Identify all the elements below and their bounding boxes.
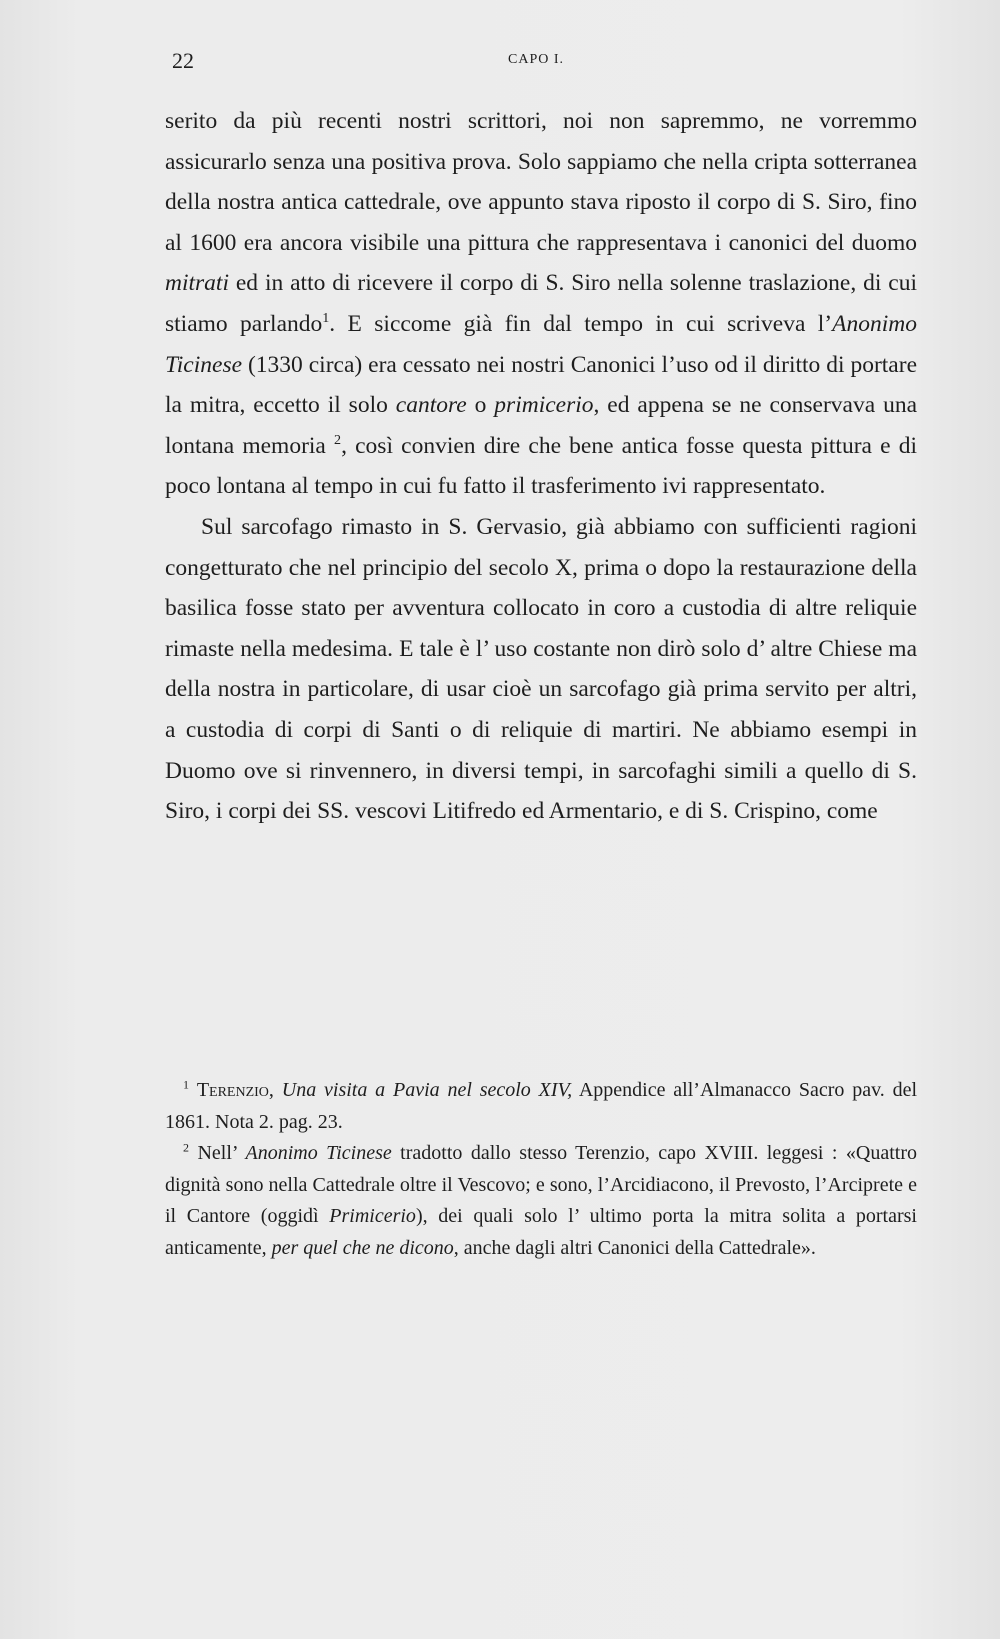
- paragraph-2: Sul sarcofago rimasto in S. Gervasio, già abbiamo con sufficienti ragioni congetturato che nel principio del secolo X, prima o dopo la restaurazione della basilica fosse stato per avventura collocato in coro a custodia di altre reliquie rimaste nella medesima. E tale è l’ uso costante non dirò solo d’ altre Chiese ma della nostra in particolare, di usar cioè un sarcofago già prima servito per altri, a custodia di corpi di Santi o di reliquie di martiri. Ne abbiamo esempi in Duomo ove si rinvennero, in diversi tempi, in sarcofaghi simili a quello di S. Siro, i corpi dei SS. vescovi Litifredo ed Armentario, e di S. Crispino, come: [165, 513, 917, 825]
- body-text: [165, 101, 917, 832]
- footnote-mark: 1: [183, 1077, 189, 1092]
- emphasis: per quel che ne dicono: [271, 1236, 454, 1259]
- emphasis: cantore: [395, 392, 467, 419]
- footnotes: [165, 1075, 917, 1264]
- paragraph-1: serito da più recenti nostri scrittori, noi non sapremmo, ne vorremmo assicurarlo senza una positiva prova. Solo sappiamo che nella cripta sotterranea della nostra antica cattedrale, ove appunto stava riposto il corpo di S. Siro, fino al 1600 era ancora visibile una pittura che rappresentava i canonici del duomo mitrati ed in atto di ricevere il corpo di S. Siro nella solenne traslazione, di cui stiamo parlando$^1$. E siccome già fin dal tempo in cui scriveva l’Anonimo Ticinese (1330 circa) era cessato nei nostri Canonici l’uso od il diritto di portare la mitra, eccetto il solo cantore o primicerio, ed appena se ne conservava una lontana memoria $^2$, così convien dire che bene antica fosse questa pittura e di poco lontana al tempo in cui fu fatto il trasferimento ivi rappresentato.: [165, 108, 917, 500]
- footnote-1: $^1$ Terenzio, Una visita a Pavia nel secolo XIV, Appendice all’Almanacco Sacro pav. del 1861. Nota 2. pag. 23.: [165, 1077, 918, 1133]
- emphasis: mitrati: [165, 270, 229, 297]
- emphasis: Anonimo Ticinese: [165, 310, 917, 378]
- footnote-mark: 2: [183, 1140, 189, 1155]
- page-number: 22: [172, 48, 194, 73]
- page-header: [0, 48, 1000, 80]
- emphasis: Primicerio: [329, 1205, 416, 1227]
- footnote-2: $^2$ Nell’ Anonimo Ticinese tradotto dallo stesso Terenzio, capo XVIII. leggesi : «Quattro dignità sono nella Cattedrale oltre il Vescovo; e sono, l’Arcidiacono, il Prevosto, l’Arciprete e il Cantore (oggidì Primicerio), dei quali solo l’ ultimo porta la mitra solita a portarsi anticamente, per quel che ne dicono, anche dagli altri Canonici della Cattedrale».: [165, 1140, 917, 1259]
- footnote-title: Una visita a Pavia nel secolo XIV,: [281, 1079, 573, 1101]
- emphasis: Anonimo Ticinese: [245, 1142, 392, 1164]
- emphasis: primicerio: [494, 392, 594, 419]
- footnote-ref-2: 2: [334, 431, 342, 448]
- running-head: CAPO I.: [508, 52, 565, 67]
- footnote-author: Terenzio: [196, 1079, 269, 1101]
- footnote-ref-1: 1: [322, 310, 330, 327]
